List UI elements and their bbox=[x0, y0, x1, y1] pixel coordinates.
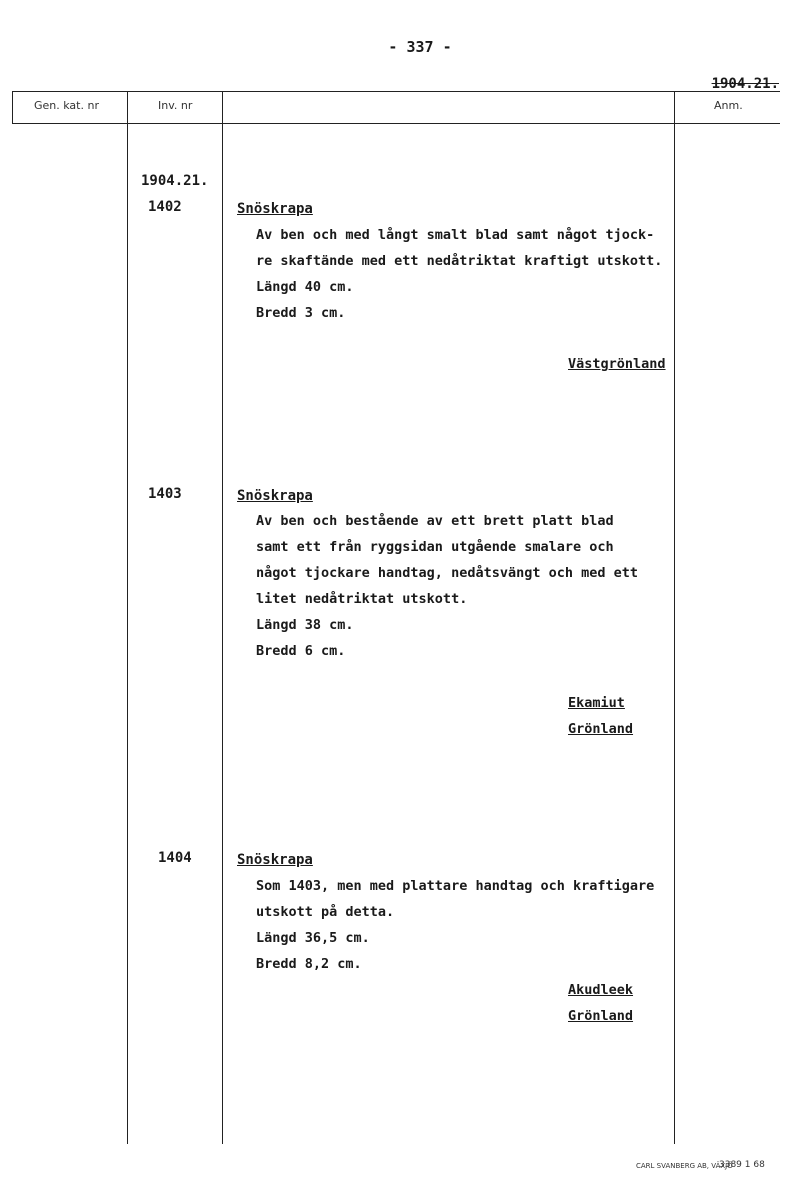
left-border bbox=[12, 91, 13, 124]
inv-number: 1404 bbox=[158, 850, 192, 866]
length-measurement: Längd 38 cm. bbox=[256, 617, 354, 633]
inv-number: 1403 bbox=[148, 486, 182, 502]
column-divider-desc-anm bbox=[674, 91, 675, 1144]
length-measurement: Längd 40 cm. bbox=[256, 279, 354, 295]
location: Ekamiut bbox=[568, 695, 625, 711]
description-line: något tjockare handtag, nedåtsvängt och med ett bbox=[256, 565, 639, 581]
description-line: Av ben och med långt smalt blad samt något tjock- bbox=[256, 227, 655, 243]
width-measurement: Bredd 6 cm. bbox=[256, 643, 346, 659]
location: Grönland bbox=[568, 1008, 634, 1024]
inv-number: 1402 bbox=[148, 199, 182, 215]
column-divider-gen-inv bbox=[127, 91, 128, 1144]
header-gen-kat-nr: Gen. kat. nr bbox=[34, 99, 99, 112]
page-number: - 337 - bbox=[388, 38, 452, 56]
header-inv-nr: Inv. nr bbox=[158, 99, 193, 112]
entry-title: Snöskrapa bbox=[237, 201, 313, 217]
description-line: Av ben och bestående av ett brett platt blad bbox=[256, 513, 614, 529]
location: Akudleek bbox=[568, 982, 634, 998]
printer-imprint: CARL SVANBERG AB, VÄXJÖ bbox=[636, 1162, 733, 1170]
column-divider-inv-desc bbox=[222, 91, 223, 1144]
corner-accession-number: 1904.21. bbox=[711, 76, 779, 92]
description-line: re skaftände med ett nedåtriktat kraftigt utskott. bbox=[256, 253, 663, 269]
entry-title: Snöskrapa bbox=[237, 488, 313, 504]
location: Västgrönland bbox=[568, 356, 666, 372]
accession-number: 1904.21. bbox=[141, 173, 209, 189]
length-measurement: Längd 36,5 cm. bbox=[256, 930, 370, 946]
print-code: 3389 1 68 bbox=[719, 1160, 765, 1170]
description-line: litet nedåtriktat utskott. bbox=[256, 591, 468, 607]
description-line: Som 1403, men med plattare handtag och kraftigare bbox=[256, 878, 655, 894]
width-measurement: Bredd 8,2 cm. bbox=[256, 956, 362, 972]
description-line: samt ett från ryggsidan utgående smalare och bbox=[256, 539, 614, 555]
width-measurement: Bredd 3 cm. bbox=[256, 305, 346, 321]
entry-title: Snöskrapa bbox=[237, 852, 313, 868]
description-line: utskott på detta. bbox=[256, 904, 395, 920]
location: Grönland bbox=[568, 721, 634, 737]
header-anm: Anm. bbox=[714, 99, 743, 112]
